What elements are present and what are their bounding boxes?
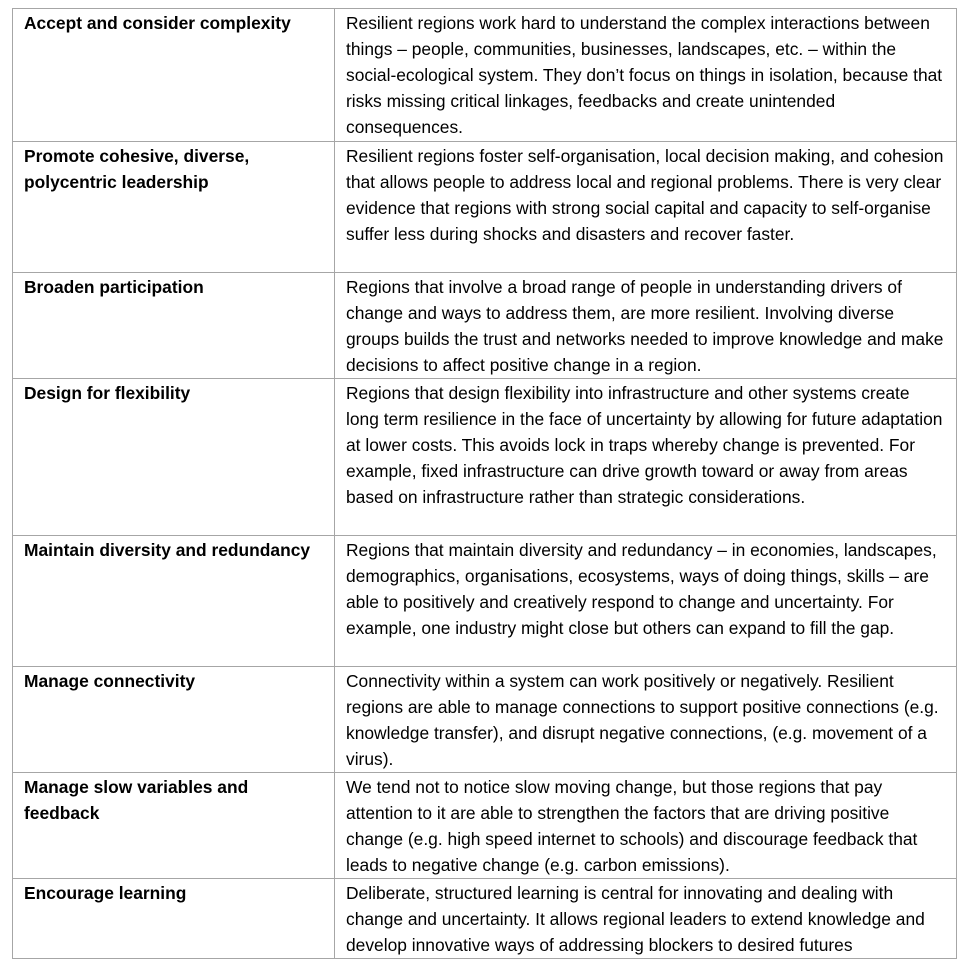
table-row <box>13 9 957 142</box>
table-row <box>13 667 957 773</box>
principle-description: Regions that maintain diversity and redundancy – in economies, landscapes, demographics, organisations, ecosystems, ways of doing things, skills – are able to positively and creatively respond to change and uncertainty. For example, one industry might close but others can expand to fill the gap. <box>346 540 937 638</box>
principle-label: Encourage learning <box>24 883 187 903</box>
principle-description: Regions that design flexibility into infrastructure and other systems create long term resilience in the face of uncertainty by allowing for future adaptation at lower costs. This avoids lock in traps whereby change is prevented. For example, fixed infrastructure can drive growth toward or away from areas based on infrastructure rather than strategic considerations. <box>346 383 943 507</box>
table-row <box>13 273 957 379</box>
description-cell <box>335 879 957 959</box>
resilience-principles-table <box>12 8 957 959</box>
principle-label: Broaden participation <box>24 277 204 297</box>
principle-cell <box>13 379 335 536</box>
principle-description: Regions that involve a broad range of people in understanding drivers of change and ways to address them, are more resilient. Involving diverse groups builds the trust and networks needed to improve knowledge and make decisions to affect positive change in a region. <box>346 277 944 375</box>
principle-description: Resilient regions foster self-organisation, local decision making, and cohesion that allows people to address local and regional problems. There is very clear evidence that regions with strong social capital and capacity to self-organise suffer less during shocks and disasters and recover faster. <box>346 146 944 244</box>
principle-cell <box>13 9 335 142</box>
table-row <box>13 879 957 959</box>
principle-description: Deliberate, structured learning is central for innovating and dealing with change and uncertainty. It allows regional leaders to extend knowledge and develop innovative ways of addressing blockers to desired futures <box>346 883 925 955</box>
principle-cell <box>13 879 335 959</box>
principle-label: Accept and consider complexity <box>24 13 291 33</box>
description-cell <box>335 773 957 879</box>
table-row <box>13 773 957 879</box>
principle-description: We tend not to notice slow moving change, but those regions that pay attention to it are able to strengthen the factors that are driving positive change (e.g. high speed internet to schools) and discourage feedback that leads to negative change (e.g. carbon emissions). <box>346 777 918 875</box>
description-cell <box>335 273 957 379</box>
description-cell <box>335 9 957 142</box>
principle-cell <box>13 773 335 879</box>
principle-label: Maintain diversity and redundancy <box>24 540 311 560</box>
description-cell <box>335 536 957 667</box>
principle-label: Promote cohesive, diverse, polycentric leadership <box>24 146 250 192</box>
principle-description: Resilient regions work hard to understand the complex interactions between things – people, communities, businesses, landscapes, etc. – within the social-ecological system. They don’t focus on things in isolation, because that risks missing critical linkages, feedbacks and create unintended consequences. <box>346 13 943 137</box>
principle-label: Manage connectivity <box>24 671 196 691</box>
table-row <box>13 142 957 273</box>
principle-description: Connectivity within a system can work positively or negatively. Resilient regions are able to manage connections to support positive connections (e.g. knowledge transfer), and disrupt negative connections, (e.g. movement of a virus). <box>346 671 939 769</box>
principle-cell <box>13 536 335 667</box>
table-row <box>13 379 957 536</box>
description-cell <box>335 379 957 536</box>
principle-label: Manage slow variables and feedback <box>24 777 249 823</box>
table-row <box>13 536 957 667</box>
principle-label: Design for flexibility <box>24 383 191 403</box>
description-cell <box>335 667 957 773</box>
principle-cell <box>13 273 335 379</box>
principle-cell <box>13 142 335 273</box>
principle-cell <box>13 667 335 773</box>
description-cell <box>335 142 957 273</box>
